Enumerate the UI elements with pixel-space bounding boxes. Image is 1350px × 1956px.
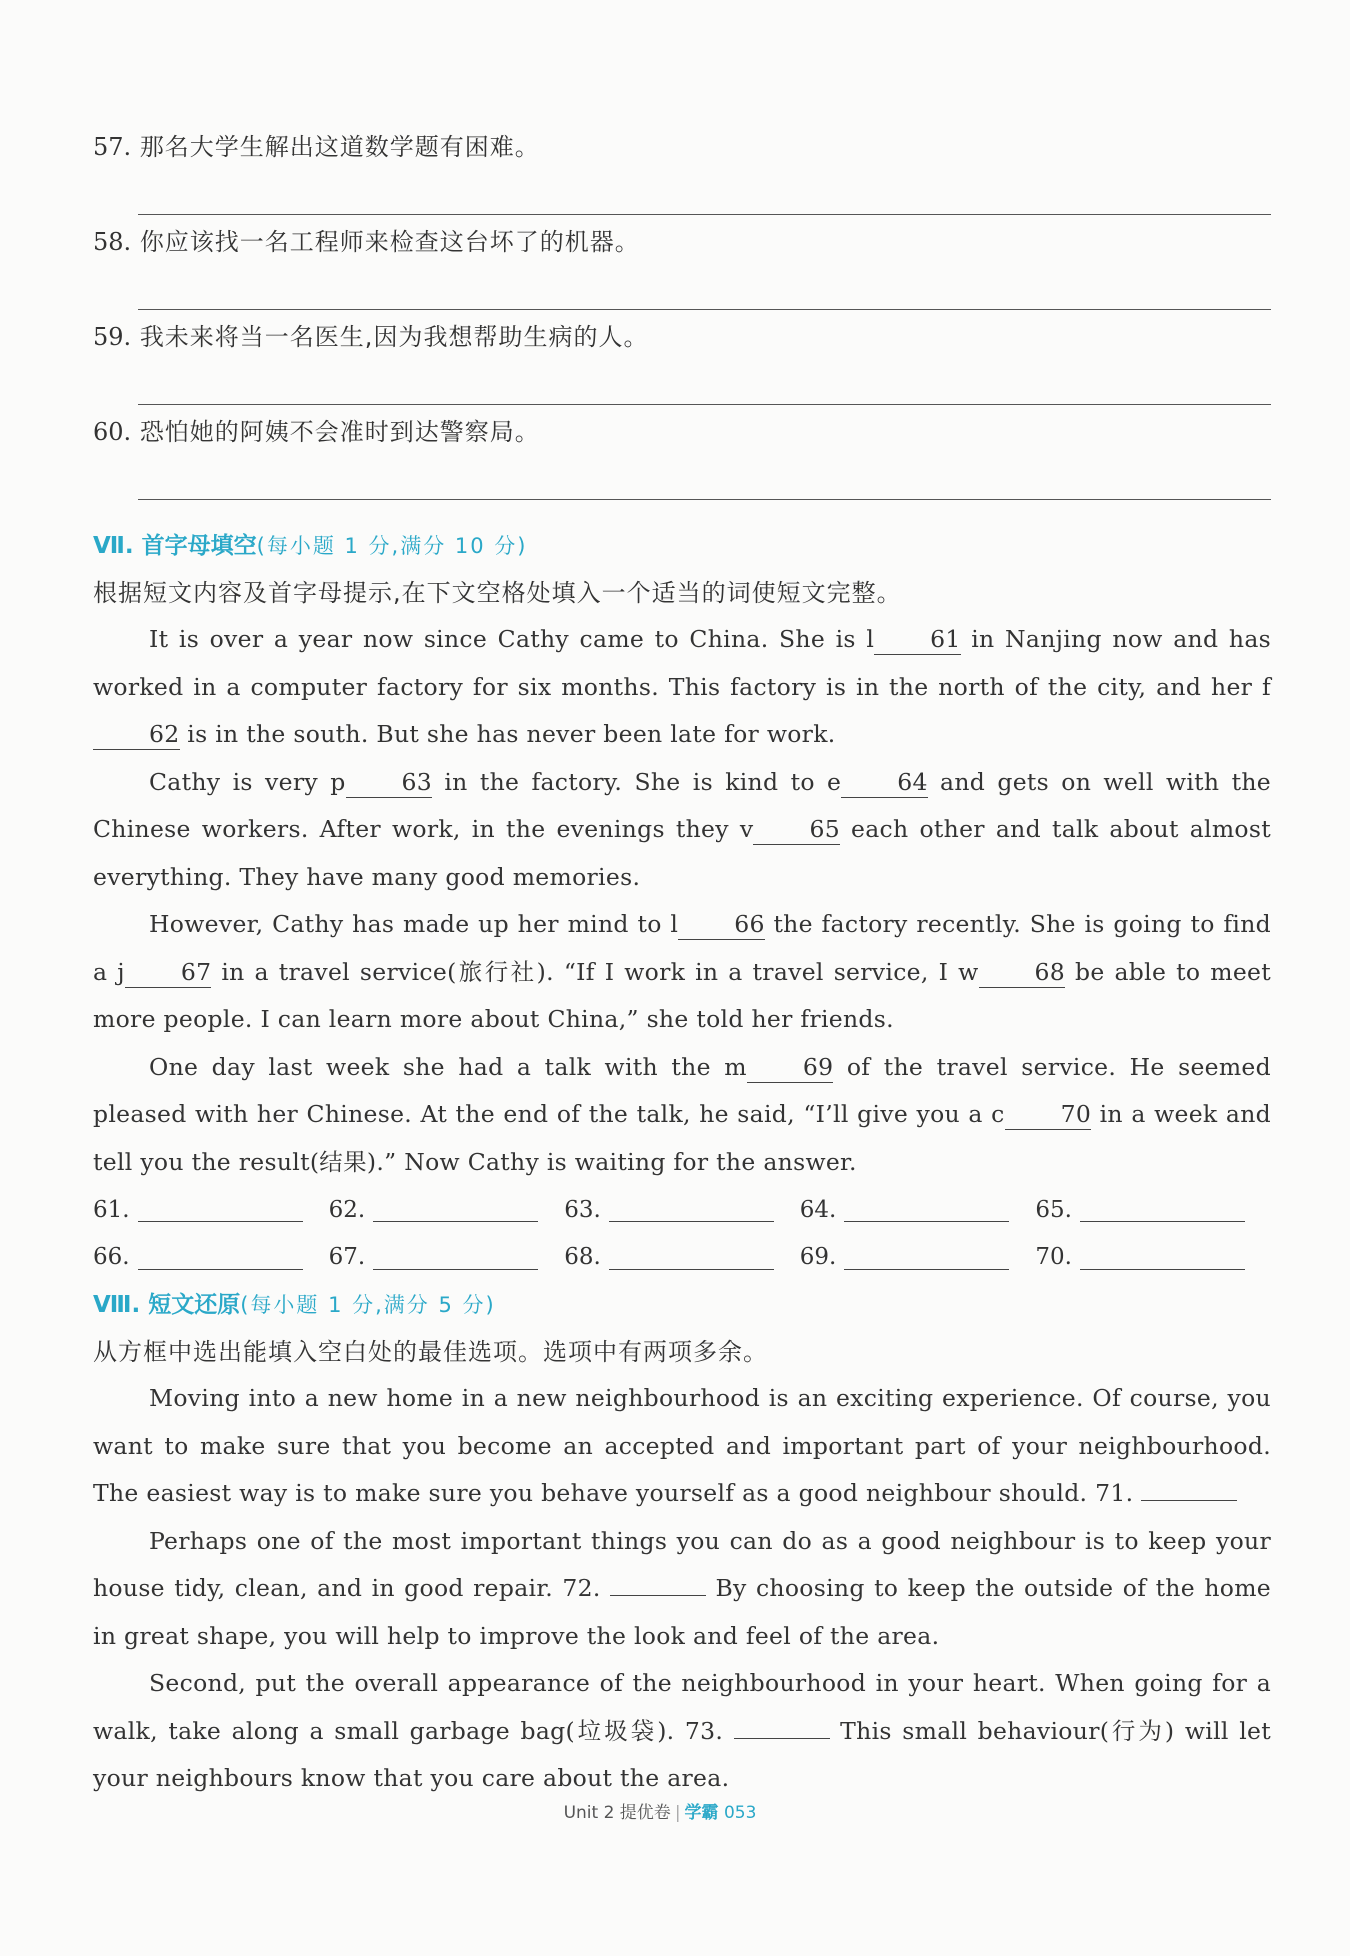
paragraph: Cathy is very p 63 in the factory. She is kind to e 64 and gets on well with the Chinese workers. After work, in the evenings they v 65 each other and talk about almost everything. They have many good memories. xyxy=(93,767,1271,891)
blank-62[interactable]: 62 xyxy=(93,719,180,750)
answer-row xyxy=(93,1234,1271,1282)
section-8-heading xyxy=(93,1281,1271,1329)
blank-72[interactable] xyxy=(610,1569,706,1596)
section-points: (每小题 1 分,满分 10 分) xyxy=(256,534,528,558)
answer-label: 69. xyxy=(799,1244,837,1271)
paragraph: Moving into a new home in a new neighbourhood is an exciting experience. Of course, you want to make sure that you become an accepted and important part of your neighbourhood. The easiest way is to make sure you behave yourself as a good neighbour should. 71. xyxy=(93,1384,1271,1507)
blank-61[interactable]: 61 xyxy=(874,624,961,655)
paragraph: It is over a year now since Cathy came to China. She is l 61 in Nanjing now and has worked in a computer factory for six months. This factory is in the north of the city, and her f62 is in the south. But she has never been late for work. xyxy=(93,625,1271,748)
question-number: 60. xyxy=(93,418,132,446)
question-text: 你应该找一名工程师来检查这台坏了的机器。 xyxy=(139,228,640,256)
blank-68[interactable]: 68 xyxy=(979,957,1066,988)
answer-blank[interactable] xyxy=(373,1245,538,1270)
paragraph: Second, put the overall appearance of the neighbourhood in your heart. When going for a walk, take along a small garbage bag(垃圾袋). 73. This small behaviour(行为) will let your neighbours know that you care about the area. xyxy=(93,1669,1272,1792)
blank-65[interactable]: 65 xyxy=(753,814,840,845)
answer-label: 65. xyxy=(1035,1196,1072,1223)
paragraph: One day last week she had a talk with the m 69 of the travel service. He seemed pleased with her Chinese. At the end of the talk, he said, “I’ll give you a c 70 in a week and tell you the result(结果).” Now Cathy is waiting for the answer. xyxy=(93,1052,1271,1176)
page-number: 053 xyxy=(723,1803,757,1823)
section-instruction: 根据短文内容及首字母提示,在下文空格处填入一个适当的词使短文完整。 xyxy=(93,579,902,607)
answer-label: 61. xyxy=(93,1196,130,1223)
answer-blank[interactable] xyxy=(844,1197,1009,1222)
footer-unit: Unit 2 提优卷 xyxy=(563,1803,671,1823)
answer-label: 64. xyxy=(799,1196,837,1223)
question-number: 59. xyxy=(93,323,132,351)
translation-item xyxy=(93,322,1271,417)
answer-label: 66. xyxy=(93,1244,130,1271)
section-7-heading xyxy=(93,522,1271,570)
question-text: 那名大学生解出这道数学题有困难。 xyxy=(139,133,540,161)
answer-line[interactable] xyxy=(138,499,1271,500)
answer-line[interactable] xyxy=(138,214,1271,215)
cloze-passage xyxy=(93,616,1271,1186)
blank-69[interactable]: 69 xyxy=(747,1052,834,1083)
answer-label: 63. xyxy=(564,1196,601,1223)
section-title: Ⅷ. 短文还原 xyxy=(93,1292,241,1318)
answer-line[interactable] xyxy=(138,309,1271,310)
translation-item xyxy=(93,417,1271,512)
answer-blank[interactable] xyxy=(609,1245,774,1270)
reading-passage xyxy=(93,1375,1271,1803)
blank-70[interactable]: 70 xyxy=(1005,1099,1092,1130)
question-text: 恐怕她的阿姨不会准时到达警察局。 xyxy=(139,418,540,446)
translation-item xyxy=(93,132,1271,227)
blank-71[interactable] xyxy=(1141,1474,1237,1501)
answer-blank[interactable] xyxy=(373,1197,538,1222)
blank-66[interactable]: 66 xyxy=(678,909,765,940)
question-number: 57. xyxy=(93,133,132,161)
answer-row xyxy=(93,1186,1271,1234)
question-text: 我未来将当一名医生,因为我想帮助生病的人。 xyxy=(139,323,649,351)
blank-73[interactable] xyxy=(734,1712,830,1739)
question-number: 58. xyxy=(93,228,132,256)
answer-label: 67. xyxy=(328,1244,366,1271)
content xyxy=(93,132,1271,1803)
section-instruction: 从方框中选出能填入空白处的最佳选项。选项中有两项多余。 xyxy=(93,1338,768,1366)
blank-64[interactable]: 64 xyxy=(841,767,928,798)
blank-63[interactable]: 63 xyxy=(346,767,433,798)
answer-blank[interactable] xyxy=(1080,1245,1245,1270)
answer-blank[interactable] xyxy=(138,1245,303,1270)
section-points: (每小题 1 分,满分 5 分) xyxy=(240,1293,496,1317)
footer-brand: 学霸 xyxy=(684,1803,719,1823)
paragraph: Perhaps one of the most important things you can do as a good neighbour is to keep your house tidy, clean, and in good repair. 72. By choosing to keep the outside of the home in great shape, you will help to improve the look and feel of the area. xyxy=(93,1526,1271,1650)
answer-blank[interactable] xyxy=(609,1197,774,1222)
page-footer xyxy=(0,1798,1320,1823)
section-title: Ⅶ. 首字母填空 xyxy=(93,533,257,559)
answer-blank[interactable] xyxy=(1080,1197,1245,1222)
answer-label: 70. xyxy=(1035,1244,1072,1271)
answer-blank[interactable] xyxy=(844,1245,1009,1270)
translation-item xyxy=(93,227,1271,322)
blank-67[interactable]: 67 xyxy=(125,957,212,988)
paragraph: However, Cathy has made up her mind to l 66 the factory recently. She is going to find a j 67 in a travel service(旅行社). “If I work in a travel service, I w 68 be able to meet more people. I can learn more about China,” she told her friends. xyxy=(93,910,1272,1033)
footer-divider: | xyxy=(674,1803,681,1823)
answer-line[interactable] xyxy=(138,404,1271,405)
answer-blank[interactable] xyxy=(138,1197,303,1222)
answer-label: 68. xyxy=(564,1244,601,1271)
answer-label: 62. xyxy=(328,1196,366,1223)
